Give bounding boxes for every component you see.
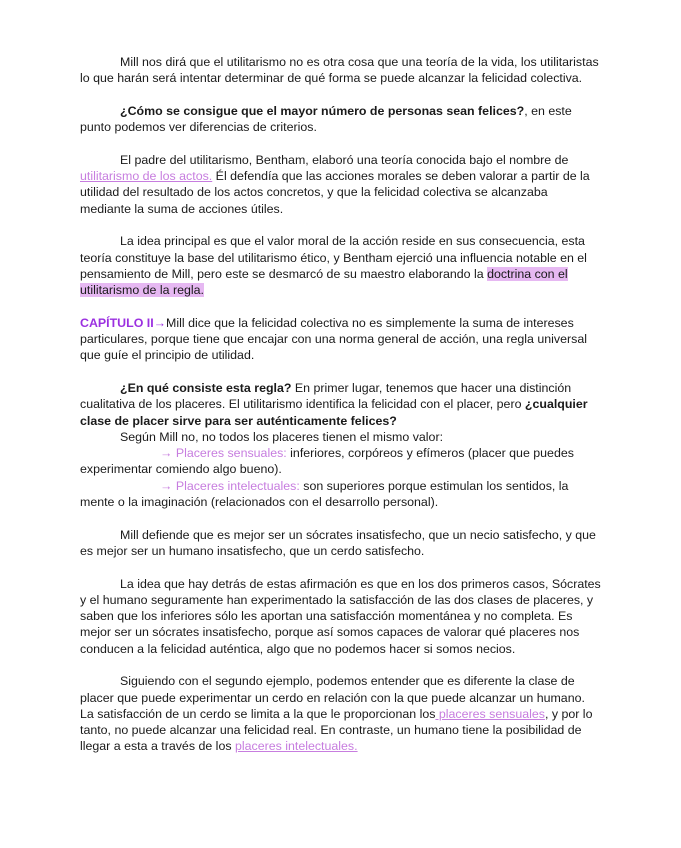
idea-text: La idea principal es que el valor moral de la acción reside en sus consecuencia, esta teoría constituye la base del utilitarismo ético, y Bentham ejerció una influencia notable en el pensamiento de Mill, pero este se desmarcó de su maestro elaborando la (80, 234, 587, 281)
paragraph-segundo-ejemplo (80, 673, 602, 754)
socrates-text: Mill defiende que es mejor ser un sócrates insatisfecho, que un necio satisfecho, y que es mejor ser un humano insatisfecho, que un cerdo satisfecho. (80, 527, 596, 558)
regla-question: ¿En qué consiste esta regla? (120, 380, 292, 395)
paragraph-socrates (80, 527, 602, 560)
bentham-text-b: Él defendía que las acciones morales se deben valorar a partir de la utilidad del resultado de los actos concretos, y que la felicidad colectiva se alcanzaba mediante la suma de acciones útiles. (80, 169, 590, 216)
chapter-text: Mill dice que la felicidad colectiva no es simplemente la suma de intereses particulares, porque tiene que encajar con una norma general de acción, una regla universal que guíe el principio de utilidad. (80, 315, 587, 363)
placeres-sensuales-text: inferiores, corpóreos y efímeros (placer que puedes experimentar comiendo algo bueno). (80, 446, 574, 477)
paragraph-idea-detras (80, 576, 602, 657)
question-bold: ¿Cómo se consigue que el mayor número de personas sean felices? (120, 103, 525, 118)
link-placeres-intelectuales[interactable]: placeres intelectuales. (234, 739, 358, 754)
paragraph-regla (80, 380, 602, 429)
paragraph-capitulo (80, 315, 602, 364)
paragraph-intro (80, 54, 602, 87)
regla-text: En primer lugar, tenemos que hacer una distinción cualitativa de los placeres. El utilitarismo identifica la felicidad con el placer, pero (80, 380, 572, 412)
highlight-doctrina-regla: doctrina con el utilitarismo de la regla. (80, 266, 568, 298)
placeres-intelectuales-text: son superiores porque estimulan los sentidos, la mente o la imaginación (relacionados con el desarrollo personal). (80, 478, 569, 510)
ejemplo-text-b: , y por lo tanto, no puede alcanzar una felicidad real. En contraste, un humano tiene la posibilidad de llegar a esta a través de los (80, 706, 593, 754)
question-rest: , en este punto podemos ver diferencias de criterios. (80, 103, 572, 135)
bentham-text-a: El padre del utilitarismo, Bentham, elaboró una teoría conocida bajo el nombre de (120, 152, 569, 167)
regla-question-2: ¿cualquier clase de placer sirve para ser auténticamente felices? (80, 397, 588, 428)
paragraph-intro-text: Mill nos dirá que el utilitarismo no es otra cosa que una teoría de la vida, los utilitaristas lo que harán será intentar determinar de qué forma se puede alcanzar la felicidad colectiva. (80, 55, 599, 86)
placeres-intelectuales-label: → Placeres intelectuales: (160, 478, 300, 493)
item-placeres-intelectuales (80, 478, 602, 511)
placeres-sensuales-label: → Placeres sensuales: (160, 446, 287, 461)
paragraph-segun-mill (80, 429, 602, 445)
idea-detras-text: La idea que hay detrás de estas afirmación es que en los dos primeros casos, Sócrates y el humano seguramente han experimentado la satisfacción de las dos clases de placeres, y saben que los inferiores sólo les aportan una satisfacción momentánea y no completa. Es mejor ser un sócrates insatisfecho, porque así somos capaces de valorar qué placeres nos conducen a la felicidad auténtica, algo que no podemos hacer si somos necios. (80, 576, 601, 656)
arrow-icon: → (153, 315, 167, 330)
item-placeres-sensuales (80, 445, 602, 478)
link-placeres-sensuales[interactable]: placeres sensuales (435, 706, 545, 721)
segun-mill-text: Según Mill no, no todos los placeres tienen el mismo valor: (120, 429, 444, 444)
chapter-heading: CAPÍTULO II (80, 315, 154, 330)
paragraph-question (80, 103, 602, 136)
paragraph-bentham (80, 152, 602, 217)
ejemplo-text-a: Siguiendo con el segundo ejemplo, podemos entender que es diferente la clase de placer que puede experimentar un cerdo en relación con la que puede alcanzar un humano. La satisfacción de un cerdo se limita a la que le proporcionan los (80, 674, 585, 721)
link-utilitarismo-actos[interactable]: utilitarismo de los actos. (80, 169, 213, 184)
document-page (80, 54, 602, 771)
paragraph-idea-principal (80, 233, 602, 298)
